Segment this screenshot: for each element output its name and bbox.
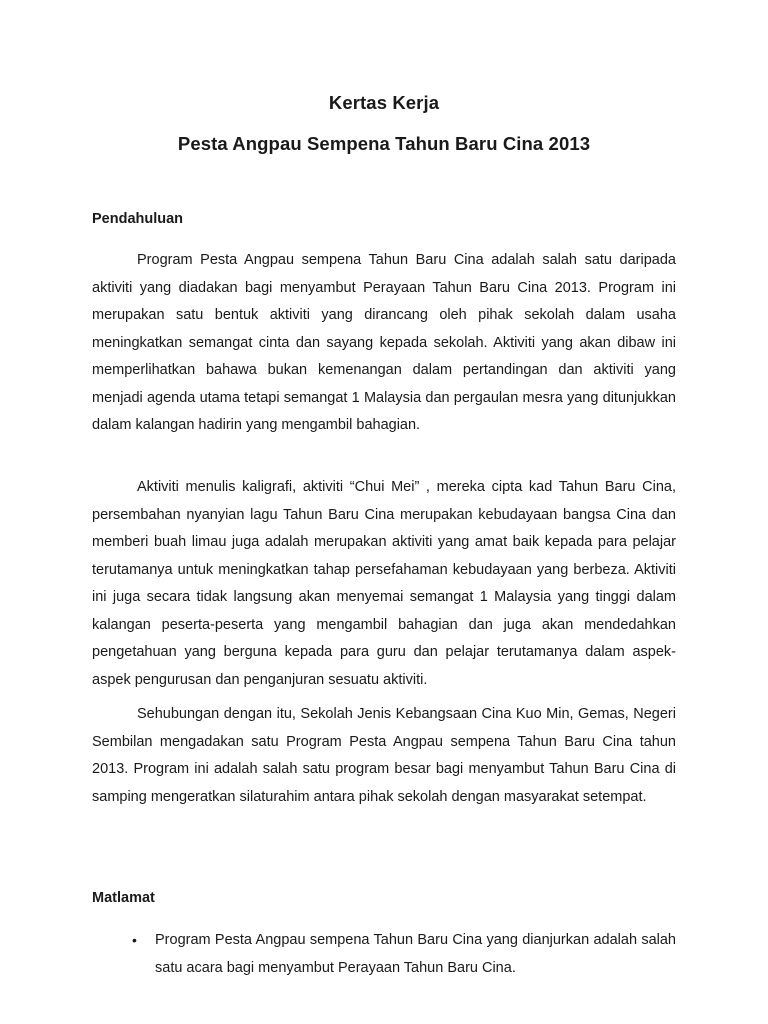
paragraph-1: Program Pesta Angpau sempena Tahun Baru Cina adalah salah satu daripada aktiviti yang diadakan bagi menyambut Perayaan Tahun Baru Cina 2013. Program ini merupakan satu bentuk aktiviti yang dirancang oleh pihak sekolah dalam usaha meningkatkan semangat cinta dan sayang kepada sekolah. Aktiviti yang akan dibaw ini memperlihatkan bahawa bukan kemenangan dalam pertandingan dan aktiviti yang menjadi agenda utama tetapi semangat 1 Malaysia dan pergaulan mesra yang ditunjukkan dalam kalangan hadirin yang mengambil bahagian.	[92, 252, 676, 433]
matlamat-bullet-list	[92, 927, 676, 982]
bullet-icon: •	[132, 932, 137, 948]
section-heading-pendahuluan: Pendahuluan	[92, 211, 184, 227]
list-item	[92, 927, 676, 982]
bullet-text: Program Pesta Angpau sempena Tahun Baru Cina yang dianjurkan adalah salah satu acara bagi menyambut Perayaan Tahun Baru Cina.	[155, 932, 676, 976]
paragraph-2: Aktiviti menulis kaligrafi, aktiviti “Chui Mei” , mereka cipta kad Tahun Baru Cina, persembahan nyanyian lagu Tahun Baru Cina merupakan kebudayaan bangsa Cina dan memberi buah limau juga adalah merupakan aktiviti yang amat baik kepada para pelajar terutamanya untuk meningkatkan tahap persefahaman kebudayaan yang berbeza. Aktiviti ini juga secara tidak langsung akan menyemai semangat 1 Malaysia yang tinggi dalam kalangan peserta-peserta yang mengambil bahagian dan juga akan mendedahkan pengetahuan yang berguna kepada para guru dan pelajar terutamanya dalam aspek-aspek pengurusan dan penganjuran sesuatu aktiviti.	[92, 479, 676, 688]
document-subtitle: Pesta Angpau Sempena Tahun Baru Cina 2013	[177, 133, 591, 154]
section-heading-matlamat: Matlamat	[92, 890, 155, 906]
document-title: Kertas Kerja	[328, 92, 440, 113]
paragraph-3: Sehubungan dengan itu, Sekolah Jenis Kebangsaan Cina Kuo Min, Gemas, Negeri Sembilan mengadakan satu Program Pesta Angpau sempena Tahun Baru Cina tahun 2013. Program ini adalah salah satu program besar bagi menyambut Tahun Baru Cina di samping mengeratkan silaturahim antara pihak sekolah dengan masyarakat setempat.	[92, 706, 676, 805]
